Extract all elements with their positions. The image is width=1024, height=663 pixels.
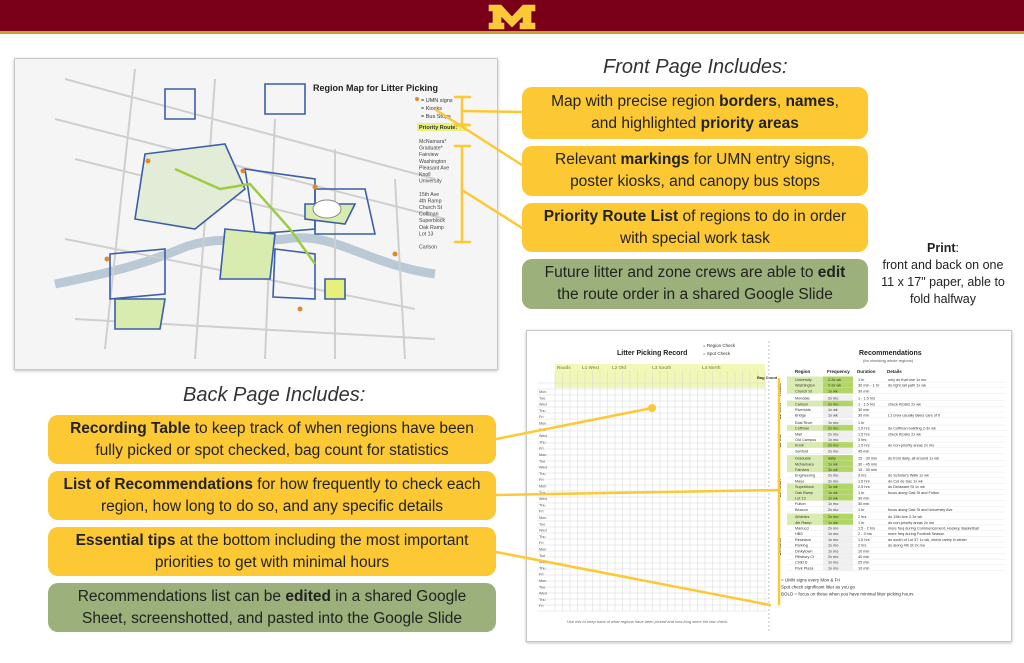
- callout-markings: [522, 146, 868, 196]
- recs-cell: 2x mo: [828, 402, 839, 407]
- callout-text: Recording Table: [70, 419, 191, 437]
- callout-text: priority areas: [700, 115, 799, 132]
- recs-cell: Coffman: [795, 426, 810, 431]
- recs-cell: 40 min: [858, 555, 870, 559]
- recs-tip: Spot check significant litter as you go: [781, 584, 856, 590]
- record-day-label: Thu: [539, 534, 546, 539]
- recs-cell: do Coffman building 2-3x wk: [888, 426, 936, 431]
- recs-header: Duration: [857, 369, 876, 374]
- recs-cell: 1 hr: [858, 520, 865, 525]
- recs-title: Recommendations: [859, 350, 922, 357]
- route-item: Washington: [419, 158, 447, 165]
- route-item: Lot 13: [419, 231, 434, 238]
- record-title: Litter Picking Record: [617, 350, 688, 357]
- recs-cell: 1x mo: [828, 502, 839, 507]
- recs-cell: Mall: [795, 432, 802, 437]
- recs-cell: do along 4th St 2x mo: [888, 543, 925, 548]
- record-day-label: Mon: [539, 579, 547, 583]
- recs-cell: 30 min: [858, 502, 870, 507]
- recs-cell: 1.5 hrs: [858, 479, 870, 484]
- recs-tip: BOLD = focus on these when you have minimal litter picking hours: [781, 591, 914, 597]
- route-item: Coffman: [419, 211, 439, 218]
- callout-map-borders: [522, 87, 868, 139]
- recs-cell: 2x mo: [828, 449, 839, 454]
- callout-text: Priority Route List: [543, 207, 679, 225]
- route-item: Knoll: [419, 172, 431, 178]
- recs-cell: 1x wk: [828, 485, 838, 490]
- recs-cell: do non-priority areas 2x mo: [888, 520, 935, 525]
- recs-cell: McNamara: [795, 462, 814, 467]
- recs-section-label: L3 South: [777, 479, 782, 498]
- record-day-label: Thu: [539, 597, 546, 602]
- recs-cell: 1 hr: [858, 507, 865, 512]
- recs-cell: Graduate: [795, 456, 811, 461]
- recs-cell: Superblock: [795, 485, 814, 490]
- recs-cell: 2 - 3 hrs: [858, 532, 872, 537]
- recs-cell: 1x mo: [828, 420, 839, 425]
- route-item: 15th Ave: [419, 191, 440, 198]
- recs-cell: Mayo: [795, 479, 805, 484]
- record-day-label: Wed: [539, 528, 547, 533]
- record-day-label: Wed: [539, 465, 547, 470]
- callout-text: edit: [817, 264, 846, 281]
- record-day-label: Mon: [539, 547, 547, 552]
- recs-cell: 1x wk: [828, 413, 838, 418]
- record-day-label: Tue: [539, 585, 546, 590]
- route-item: Pleasant Ave: [419, 165, 450, 172]
- recs-cell: Fairview: [795, 468, 810, 472]
- recs-cell: 1 hr: [858, 490, 865, 495]
- callout-text: to keep track of when regions have been: [190, 419, 474, 437]
- recs-cell: Fulton: [795, 502, 806, 507]
- route-item: University: [419, 178, 442, 185]
- record-day-label: Mon: [539, 484, 547, 489]
- recs-cell: check Kiosks 2x wk: [888, 432, 921, 437]
- recs-cell: 2x mo: [828, 526, 839, 531]
- recs-cell: Old Campus: [795, 438, 817, 442]
- recs-cell: 2.5 hrs: [858, 485, 870, 490]
- recs-cell: do Delaware St 1x wk: [888, 485, 925, 490]
- recs-cell: East River: [795, 420, 813, 425]
- recs-cell: 1.5 hrs: [858, 443, 870, 448]
- callout-text: edited: [285, 587, 331, 605]
- callout-text: the route order in a shared Google Slide: [557, 286, 833, 303]
- record-day-label: Fri: [539, 478, 544, 483]
- record-day-label: Thu: [539, 471, 546, 476]
- recs-cell: 1x wk: [828, 389, 838, 394]
- route-item: Church St: [419, 205, 443, 211]
- callout-text: Sheet, screenshotted, and pasted into the Google Slide: [81, 609, 462, 627]
- recs-cell: more freq during Football Season: [888, 532, 945, 537]
- recs-cell: 3x wk: [828, 468, 838, 472]
- recs-cell: focus along Oak St and University Ave: [888, 507, 953, 512]
- recs-cell: do 15th Ave 2-3x wk: [888, 515, 923, 520]
- callout-essential-tips: [48, 527, 496, 576]
- print-text: front and back on one 11 x 17" paper, able to fold halfway: [881, 258, 1005, 306]
- route-item: 4th Ramp: [419, 198, 442, 205]
- recs-cell: 30 min - 1 hr: [858, 383, 880, 388]
- recs-cell: Beacon: [795, 507, 808, 512]
- recs-cell: Park Plaza: [795, 566, 814, 571]
- recs-cell: 2x mo: [828, 426, 839, 431]
- recs-cell: 2 hrs: [858, 515, 867, 520]
- callout-text: Future litter and zone crews are able to: [544, 264, 818, 281]
- recs-cell: Riverside: [795, 408, 811, 412]
- recs-cell: more freq during Commencement, Hockey, Basketball: [888, 526, 979, 531]
- callout-text: and highlighted: [591, 115, 701, 132]
- record-day-label: Thu: [539, 440, 546, 445]
- recs-cell: 1 - 1.5 hrs: [858, 402, 876, 407]
- recs-cell: 1x mo: [828, 560, 839, 565]
- map-title: Region Map for Litter Picking: [313, 83, 439, 93]
- route-item: Fairview: [419, 152, 439, 159]
- recs-cell: Bridge: [795, 413, 806, 418]
- callout-text: borders: [719, 93, 777, 110]
- recs-cell: 3 hrs: [858, 438, 867, 442]
- record-day-label: Mon: [539, 516, 547, 520]
- record-day-label: Fri: [539, 604, 544, 609]
- record-day-label: Wed: [539, 434, 547, 439]
- recs-cell: Athletics: [795, 515, 810, 520]
- callout-text: Map with precise region: [551, 93, 720, 110]
- header-gold-stripe: [0, 31, 1024, 34]
- recs-cell: 30 min: [858, 496, 870, 501]
- priority-route-label: Priority Route:: [419, 125, 458, 131]
- recs-cell: L1 crew usually takes care of it: [888, 413, 940, 418]
- recs-cell: 1x mo: [828, 543, 839, 548]
- recs-cell: 2x mo: [828, 396, 839, 401]
- recs-cell: 2x mo: [828, 507, 839, 512]
- recs-cell: 15 - 30 min: [858, 456, 877, 461]
- map-legend-1: = UMN signs: [421, 98, 453, 104]
- recs-header: Frequency: [827, 369, 850, 374]
- record-day-label: Wed: [539, 560, 547, 565]
- record-day-label: Tue: [539, 396, 546, 401]
- recs-cell: 1x wk: [828, 490, 838, 495]
- recs-cell: only do that one 1x mo: [888, 378, 927, 382]
- callout-text: Essential tips: [75, 531, 176, 549]
- recs-cell: 2x mo: [828, 473, 839, 478]
- callout-text: fully picked or spot checked, bag count for statistics: [95, 441, 449, 459]
- record-day-label: Fri: [539, 415, 544, 420]
- recs-cell: 30 min: [858, 389, 870, 394]
- record-day-label: Tue: [539, 459, 546, 464]
- record-day-label: Tue: [539, 427, 546, 432]
- recs-cell: 2x mo: [828, 555, 839, 559]
- recs-cell: 10 min: [858, 566, 870, 571]
- recs-cell: Lot 13: [795, 496, 806, 501]
- recs-cell: 1x wk: [828, 520, 838, 525]
- recs-cell: 1 - 1.5 hrs: [858, 396, 876, 401]
- record-day-label: Mon: [539, 390, 547, 394]
- recs-section-label: L1 West: [777, 403, 782, 419]
- callout-text: for how frequently to check each: [253, 475, 481, 493]
- recs-cell: do non-priority areas 2x mo: [888, 443, 935, 448]
- recs-cell: 1.5 - 2 hrs: [858, 526, 876, 531]
- recs-header: Region: [795, 369, 811, 374]
- region-map-image: [14, 58, 498, 370]
- recs-cell: 1.5 hrs: [858, 432, 870, 437]
- record-day-label: Tue: [539, 522, 546, 527]
- record-sheet-drawing: [527, 331, 1011, 641]
- region-map-drawing: [15, 59, 497, 369]
- callout-text: ,: [776, 93, 786, 110]
- recs-cell: Oak Ramp: [795, 490, 814, 495]
- callout-text: at the bottom including the most important: [175, 531, 469, 549]
- recs-cell: Washington: [795, 383, 815, 388]
- record-legend-1: = Region Check: [703, 343, 736, 348]
- recs-cell: do Cut de Sac 1x wk: [888, 479, 923, 484]
- record-day-label: Fri: [539, 572, 544, 577]
- route-item: Carlson: [419, 244, 437, 251]
- callout-text: of regions to do in order: [678, 207, 847, 225]
- recs-section-label: L4 North: [777, 537, 782, 556]
- recs-cell: 15 - 30 min: [858, 468, 877, 472]
- recs-cell: Knoll: [795, 443, 804, 448]
- recs-cell: Mondale: [795, 396, 810, 401]
- callout-text: ,: [834, 93, 839, 110]
- record-day-label: Wed: [539, 591, 547, 596]
- recs-cell: 1x mo: [828, 438, 839, 442]
- callout-text: markings: [620, 151, 690, 168]
- recs-subtitle: (for checking whole regions): [863, 358, 914, 363]
- route-item: Superblock: [419, 218, 445, 225]
- back-heading: Back Page Includes:: [183, 384, 366, 406]
- map-legend-3: = Bus Stops: [421, 114, 451, 120]
- callout-edit-recommendations: [48, 583, 496, 632]
- route-item: Graduate*: [419, 145, 443, 152]
- recs-cell: Marlucci: [795, 526, 810, 531]
- callout-text: region, how long to do so, and any specific details: [100, 497, 444, 515]
- record-and-recommendations-image: [526, 330, 1012, 642]
- route-item: Oak Ramp: [419, 224, 444, 231]
- recs-cell: 2x mo: [828, 479, 839, 484]
- recs-cell: 2x mo: [828, 443, 839, 448]
- record-day-label: Fri: [539, 446, 544, 451]
- recs-cell: Carlson: [795, 402, 809, 407]
- callout-recommendations: [48, 471, 496, 520]
- callout-text: Relevant: [555, 151, 621, 168]
- recs-cell: do right rail path 1x wk: [888, 383, 926, 388]
- record-day-label: Fri: [539, 509, 544, 514]
- callout-text: names: [785, 93, 835, 110]
- recs-cell: Parking: [795, 543, 808, 548]
- recs-cell: 1x mo: [828, 537, 839, 542]
- recs-cell: 30 min: [858, 413, 870, 418]
- callout-text: poster kiosks, and canopy bus stops: [570, 173, 820, 190]
- recs-header: Details: [887, 369, 902, 374]
- record-day-label: Wed: [539, 497, 547, 502]
- recs-cell: 2x mo: [828, 515, 839, 520]
- print-colon: :: [955, 241, 959, 255]
- recs-cell: 1.5 hrs: [858, 537, 870, 542]
- recs-cell: 1x mo: [828, 566, 839, 571]
- recs-cell: 1x mo: [828, 532, 839, 537]
- umn-logo-icon: [487, 3, 537, 31]
- recs-cell: check Kiosks 2x wk: [888, 402, 921, 407]
- recs-cell: 1 hr: [858, 420, 865, 425]
- record-day-label: Tue: [539, 553, 546, 558]
- recs-cell: 30 min: [858, 408, 870, 412]
- record-day-label: Thu: [539, 566, 546, 571]
- record-day-label: Thu: [539, 503, 546, 508]
- record-footer: Use this to keep track of what regions have been picked and how long since the last check.: [567, 619, 729, 624]
- callout-text: in a shared Google: [331, 587, 467, 605]
- recs-cell: 10 min: [858, 549, 870, 554]
- recs-tip: = UMN signs every Mon & Fri: [781, 577, 840, 583]
- front-heading: Front Page Includes:: [603, 56, 788, 78]
- recs-cell: 2-3x wk: [828, 378, 842, 382]
- callout-recording-table: [48, 415, 496, 464]
- recs-cell: 1x wk: [828, 462, 838, 467]
- recs-cell: 25 min: [858, 560, 870, 565]
- recs-cell: 4th Ramp: [795, 520, 812, 525]
- recs-cell: 1.5 hrs: [858, 426, 870, 431]
- recs-cell: 1x wk: [828, 496, 838, 501]
- recs-section-label: L2 Old: [777, 434, 782, 448]
- record-legend-2: = Spot Check: [703, 351, 731, 356]
- recs-cell: 2x mo: [828, 432, 839, 437]
- recs-cell: 1 hr: [858, 378, 865, 382]
- recs-cell: 1x mo: [828, 549, 839, 554]
- recs-cell: Church St: [795, 389, 812, 394]
- recs-cell: 45 min: [858, 449, 870, 454]
- recs-cell: do Scholar's Walk 1x wk: [888, 473, 929, 478]
- recs-cell: 30 - 45 min: [858, 462, 877, 467]
- recs-cell: Research: [795, 537, 812, 542]
- recs-cell: University: [795, 378, 812, 382]
- callout-edit-route: [522, 259, 868, 309]
- record-day-label: Wed: [539, 402, 547, 407]
- print-label: Print: [927, 241, 956, 255]
- recs-cell: 2 hrs: [858, 543, 867, 548]
- recs-cell: 1x wk: [828, 408, 838, 412]
- route-item: McNamara*: [419, 139, 447, 145]
- recs-cell: Dinkytown: [795, 549, 813, 554]
- callout-text: with special work task: [620, 229, 770, 247]
- recs-cell: do south of Lot 37 1x wk, check rarely in winter: [888, 537, 967, 542]
- recs-cell: HBS: [795, 532, 803, 537]
- print-note: [878, 240, 1008, 308]
- record-day-label: Mon: [539, 421, 547, 426]
- recs-cell: daily: [828, 456, 836, 461]
- recs-cell: Pillsbury Ct: [795, 555, 815, 559]
- callout-text: priorities to get with minimal hours: [154, 553, 390, 571]
- record-day-label: Tue: [539, 490, 546, 495]
- callout-text: List of Recommendations: [63, 475, 253, 493]
- recs-section-label: Roads: [777, 383, 782, 396]
- callout-text: for UMN entry signs,: [689, 151, 835, 168]
- record-day-label: Fri: [539, 541, 544, 546]
- record-day-label: Mon: [539, 453, 547, 457]
- recs-cell: focus along Oak St and Fulton: [888, 490, 940, 495]
- recs-cell: Child D: [795, 560, 808, 565]
- callout-priority-route: [522, 203, 868, 252]
- recs-cell: Sanford: [795, 449, 809, 454]
- bag-count-label: Bag Count: [757, 375, 778, 380]
- record-day-label: Thu: [539, 408, 546, 413]
- callout-text: Recommendations list can be: [77, 587, 286, 605]
- recs-cell: do front daily, all around 1x wk: [888, 456, 940, 461]
- recs-cell: Engineering: [795, 473, 816, 478]
- header-bar: [0, 0, 1024, 34]
- recs-cell: 3 hrs: [858, 473, 867, 478]
- map-legend-2: = Kiosks: [421, 106, 442, 112]
- recs-cell: 2-3x wk: [828, 383, 842, 388]
